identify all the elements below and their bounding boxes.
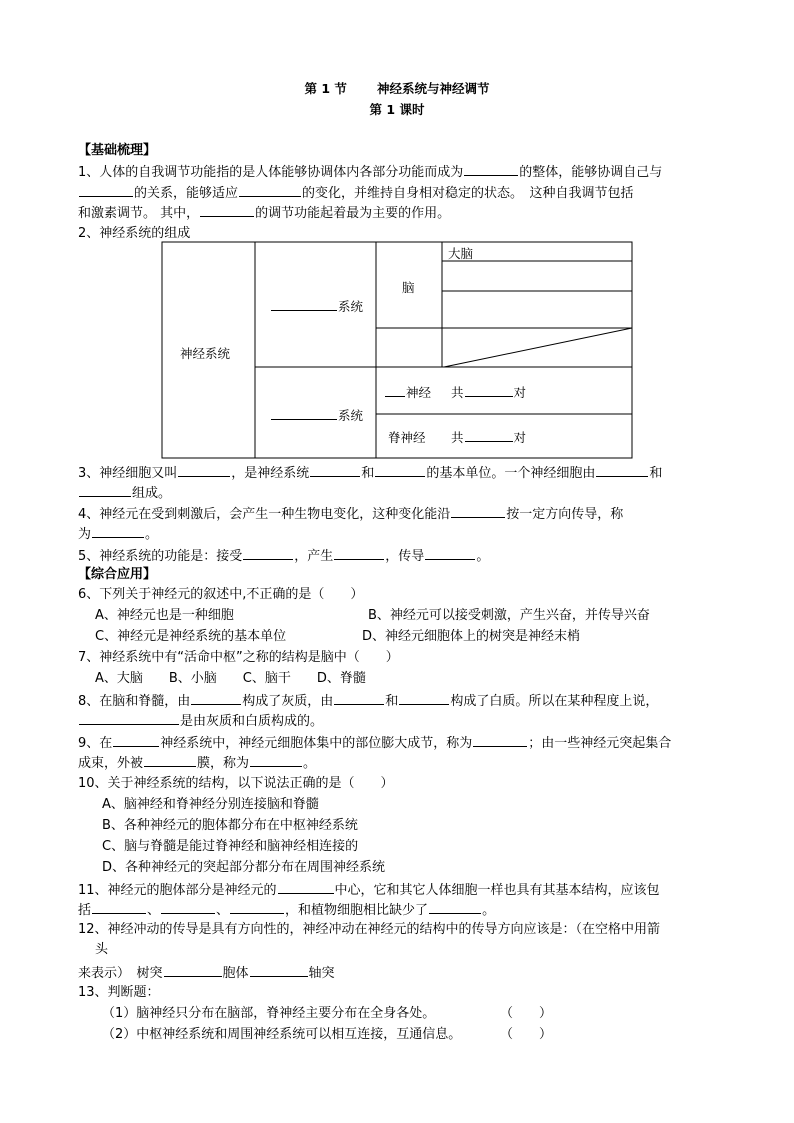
table-spinal-pairs-cell	[451, 428, 526, 446]
q12-text: 轴突	[308, 966, 335, 981]
q13-statement-2: （2）中枢神经系统和周围神经系统可以相互连接，互通信息。	[102, 1027, 462, 1042]
q12-text: 来表示） 树突	[78, 966, 163, 981]
q5-text: ，产生	[294, 549, 334, 564]
q8-text: 和	[385, 694, 399, 709]
q7-options[interactable]: A、大脑 B、小脑 C、脑干 D、脊髓	[95, 671, 366, 686]
fill-blank[interactable]	[79, 711, 179, 725]
fill-blank[interactable]	[385, 383, 405, 397]
q10-option-c[interactable]: C、脑与脊髓是能过脊神经和脑神经相连接的	[102, 839, 359, 854]
fill-blank[interactable]	[334, 691, 384, 705]
q3-text: ，是神经系统	[231, 466, 310, 481]
q11-text: 中心，它和其它人体细胞一样也具有其基本结构，应该包	[334, 883, 660, 898]
q2-label: 2、神经系统的组成	[78, 226, 191, 241]
fill-blank[interactable]	[399, 691, 449, 705]
fill-blank[interactable]	[191, 691, 241, 705]
q8-line1	[78, 691, 658, 711]
table-cerebrum-cell: 大脑	[448, 246, 474, 261]
q11-line1	[78, 880, 660, 900]
fill-blank[interactable]	[465, 383, 513, 397]
table-cranial-pairs-cell	[451, 383, 526, 401]
table-root-cell: 神经系统	[180, 346, 231, 361]
q9-text: 神经系统中，神经元细胞体集中的部位膨大成节，称为	[160, 736, 473, 751]
q9-text: 9、在	[78, 736, 113, 751]
q9-text: 成束，外被	[78, 756, 144, 771]
fill-blank[interactable]	[144, 753, 196, 767]
q12-text: 胞体	[222, 966, 249, 981]
q11-text: 括	[78, 903, 92, 918]
fill-blank[interactable]	[271, 297, 337, 311]
table-text: 系统	[338, 408, 364, 423]
section-basics: 【基础梳理】	[78, 143, 157, 158]
q5-text: 5、神经系统的功能是：接受	[78, 549, 243, 564]
q9-line1	[78, 733, 671, 753]
fill-blank[interactable]	[92, 900, 146, 914]
fill-blank[interactable]	[425, 546, 475, 560]
q6-stem: 6、下列关于神经元的叙述中,不正确的是（ ）	[78, 587, 364, 602]
q8-text: 构成了灰质，由	[242, 694, 334, 709]
q3-text: 3、神经细胞又叫	[78, 466, 178, 481]
q5-text: ，传导	[385, 549, 425, 564]
q9-text: 。	[303, 756, 317, 771]
q12-line1: 12、神经冲动的传导是具有方向性的，神经冲动在神经元的结构中的传导方向应该是：（在空格中用箭	[78, 922, 661, 937]
fill-blank[interactable]	[334, 546, 384, 560]
q4-line1	[78, 504, 623, 524]
q11-text: ，和植物细胞相比缺少了	[285, 903, 429, 918]
q3-text: 和	[649, 466, 663, 481]
q8-text: 构成了白质。所以在某种程度上说，	[450, 694, 659, 709]
q6-option-c[interactable]: C、神经元是神经系统的基本单位	[95, 629, 287, 644]
table-brain-cell: 脑	[402, 280, 415, 295]
table-text: 对	[513, 430, 527, 445]
q10-option-a[interactable]: A、脑神经和脊神经分别连接脑和脊髓	[102, 797, 319, 812]
q12-line3	[78, 963, 335, 983]
q7-stem: 7、神经系统中有“活命中枢”之称的结构是脑中（ ）	[78, 650, 399, 665]
fill-blank[interactable]	[250, 753, 302, 767]
q8-text: 8、在脑和脊髓，由	[78, 694, 191, 709]
table-text: 对	[513, 385, 527, 400]
fill-blank[interactable]	[113, 733, 159, 747]
fill-blank[interactable]	[473, 733, 527, 747]
section-name: 神经系统与神经调节	[376, 81, 490, 96]
q13-answer-1[interactable]: （ ）	[500, 1006, 553, 1021]
q11-text: 11、神经元的胞体部分是神经元的	[78, 883, 277, 898]
q11-text: 。	[482, 903, 496, 918]
q6-option-d[interactable]: D、神经元细胞体上的树突是神经末梢	[362, 629, 581, 644]
q3-text: 组成。	[132, 486, 172, 501]
q13-statement-1: （1）脑神经只分布在脑部，脊神经主要分布在全身各处。	[102, 1006, 436, 1021]
q3-text: 和	[361, 466, 375, 481]
q11-text: 、	[216, 903, 230, 918]
q5-text: 。	[476, 549, 490, 564]
table-text: 共	[451, 430, 464, 445]
q1-text: 的整体，能够协调自己与	[519, 165, 663, 180]
q8-text: 是由灰质和白质构成的。	[180, 714, 324, 729]
fill-blank[interactable]	[250, 963, 308, 977]
fill-blank[interactable]	[375, 463, 425, 477]
fill-blank[interactable]	[178, 463, 230, 477]
q1-text: 的关系，能够适应	[134, 186, 239, 201]
q4-line2	[78, 524, 158, 544]
table-spinal-nerve-cell: 脊神经	[388, 430, 426, 445]
fill-blank[interactable]	[429, 900, 481, 914]
fill-blank[interactable]	[465, 428, 513, 442]
q3-line1	[78, 463, 662, 483]
q1-text: 的调节功能起着最为主要的作用。	[255, 206, 451, 221]
fill-blank[interactable]	[310, 463, 360, 477]
q10-option-d[interactable]: D、各种神经元的突起部分都分布在周围神经系统	[102, 860, 386, 875]
q8-line2	[78, 711, 323, 731]
q1-text: 1、人体的自我调节功能指的是人体能够协调体内各部分功能而成为	[78, 165, 464, 180]
q5-line	[78, 546, 489, 566]
q1-text: 和激素调节。 其中，	[78, 206, 200, 221]
q10-stem: 10、关于神经系统的结构，以下说法正确的是（ ）	[78, 776, 394, 791]
fill-blank[interactable]	[278, 880, 334, 894]
q4-text: 为	[78, 527, 92, 542]
q4-text: 。	[145, 527, 159, 542]
fill-blank[interactable]	[230, 900, 284, 914]
table-cranial-nerve-cell	[384, 383, 431, 401]
q13-label: 13、判断题：	[78, 985, 160, 1000]
q6-option-b[interactable]: B、神经元可以接受刺激，产生兴奋，并传导兴奋	[368, 608, 650, 623]
table-text: 系统	[338, 299, 364, 314]
fill-blank[interactable]	[243, 546, 293, 560]
table-peripheral-system-cell	[270, 406, 363, 424]
fill-blank[interactable]	[164, 963, 222, 977]
q3-line2	[78, 483, 171, 503]
lesson-title: 第 1 课时	[369, 102, 425, 117]
q9-text: ；由一些神经元突起集合	[528, 736, 672, 751]
q12-line2: 头	[95, 942, 109, 957]
q1-text: 的变化，并维持自身相对稳定的状态。 这种自我调节包括	[302, 186, 634, 201]
fill-blank[interactable]	[596, 463, 648, 477]
table-text: 神经	[406, 385, 432, 400]
q4-text: 按一定方向传导，称	[506, 507, 624, 522]
q11-text: 、	[147, 903, 161, 918]
q4-text: 4、神经元在受到刺激后，会产生一种生物电变化，这种变化能沿	[78, 507, 451, 522]
fill-blank[interactable]	[92, 524, 144, 538]
q3-text: 的基本单位。一个神经细胞由	[426, 466, 596, 481]
table-central-system-cell	[270, 297, 363, 315]
q6-option-a[interactable]: A、神经元也是一种细胞	[95, 608, 234, 623]
section-applied: 【综合应用】	[78, 567, 157, 582]
q11-line2	[78, 900, 495, 920]
section-number: 第 1 节	[304, 81, 347, 96]
q9-line2	[78, 753, 316, 773]
q9-text: 膜，称为	[197, 756, 250, 771]
table-text: 共	[451, 385, 464, 400]
q13-answer-2[interactable]: （ ）	[500, 1027, 553, 1042]
fill-blank[interactable]	[79, 483, 131, 497]
q10-option-b[interactable]: B、各种神经元的胞体都分布在中枢神经系统	[102, 818, 358, 833]
fill-blank[interactable]	[451, 504, 505, 518]
fill-blank[interactable]	[161, 900, 215, 914]
fill-blank[interactable]	[271, 406, 337, 420]
